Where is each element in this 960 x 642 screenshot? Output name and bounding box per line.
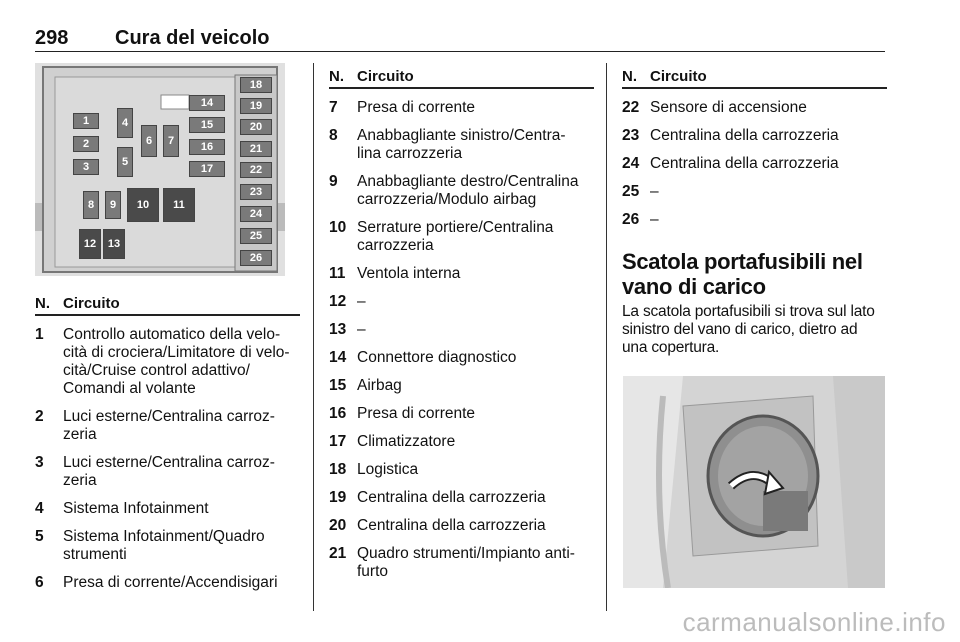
fuse-circuit: – (650, 183, 659, 200)
fuse-slot-label: 17 (189, 161, 225, 177)
fuse-number: 10 (329, 219, 347, 236)
fuse-row (329, 321, 594, 339)
fuse-list-left (35, 326, 300, 592)
fuse-slot-label: 19 (240, 98, 272, 114)
fuse-row (35, 528, 300, 564)
fuse-slot-label: 9 (105, 191, 121, 219)
fuse-row (35, 326, 300, 398)
fuse-row (329, 461, 594, 479)
fuse-row (622, 127, 887, 145)
fuse-number: 20 (329, 517, 347, 534)
fuse-number: 2 (35, 408, 44, 425)
fuse-row (35, 500, 300, 518)
fuse-circuit: Airbag (357, 377, 402, 394)
fuse-circuit: Anabbagliante sinistro/Centra- lina carrozzeria (357, 127, 566, 162)
fuse-box-diagram (35, 63, 285, 276)
fuse-slot-label: 21 (240, 141, 272, 157)
page-header (35, 27, 885, 52)
fuse-row (622, 211, 887, 229)
fuse-row (329, 433, 594, 451)
fuse-row (329, 173, 594, 209)
fuse-slot-label: 22 (240, 162, 272, 178)
fuse-circuit: – (650, 211, 659, 228)
fuse-list-middle (329, 99, 594, 581)
fuse-row (622, 183, 887, 201)
fuse-row (329, 265, 594, 283)
fuse-slot-label: 3 (73, 159, 99, 175)
table-header-left (35, 290, 300, 316)
fuse-circuit: Controllo automatico della velo- cità di crociera/Limitatore di velo- cità/Cruise control adattivo/ Comandi al volante (63, 326, 290, 397)
fuse-slot-label: 12 (79, 229, 101, 259)
fuse-number: 5 (35, 528, 44, 545)
fuse-number: 17 (329, 433, 347, 450)
col-n: N. (622, 68, 637, 85)
fuse-row (329, 517, 594, 535)
fuse-circuit: Luci esterne/Centralina carroz- zeria (63, 408, 275, 443)
fuse-number: 11 (329, 265, 346, 282)
fuse-circuit: Connettore diagnostico (357, 349, 517, 366)
fuse-slot-label: 13 (103, 229, 125, 259)
fuse-circuit: Presa di corrente/Accendisigari (63, 574, 278, 591)
fuse-circuit: Quadro strumenti/Impianto anti- furto (357, 545, 575, 580)
fuse-row (35, 454, 300, 490)
fuse-slot-label: 8 (83, 191, 99, 219)
fuse-number: 8 (329, 127, 338, 144)
page-title: Cura del veicolo (115, 27, 270, 49)
fuse-circuit: Sensore di accensione (650, 99, 807, 116)
section-text: La scatola portafusibili si trova sul lato sinistro del vano di carico, dietro ad una copertura. (622, 303, 875, 356)
column-middle (329, 63, 594, 581)
column-divider-1 (313, 63, 314, 611)
fuse-number: 6 (35, 574, 44, 591)
fuse-row (329, 545, 594, 581)
fuse-circuit: Centralina della carrozzeria (357, 517, 546, 534)
col-circuit: Circuito (650, 68, 707, 85)
fuse-number: 15 (329, 377, 347, 394)
fuse-row (329, 349, 594, 367)
fuse-row (329, 219, 594, 255)
fuse-row (329, 377, 594, 395)
fuse-slot-label: 6 (141, 125, 157, 157)
fuse-slot-label: 15 (189, 117, 225, 133)
fuse-number: 19 (329, 489, 347, 506)
fuse-number: 4 (35, 500, 44, 517)
fuse-circuit: Sistema Infotainment/Quadro strumenti (63, 528, 265, 563)
fuse-circuit: Presa di corrente (357, 405, 476, 422)
section-heading: Scatola portafusibili nel vano di carico (622, 249, 863, 299)
fuse-number: 26 (622, 211, 640, 228)
fuse-row (622, 99, 887, 117)
fuse-circuit: Logistica (357, 461, 419, 478)
fuse-row (329, 293, 594, 311)
fuse-slot-label: 2 (73, 136, 99, 152)
fuse-circuit: Climatizzatore (357, 433, 456, 450)
fuse-circuit: Serrature portiere/Centralina carrozzeria (357, 219, 554, 254)
cargo-fuse-box-photo (623, 376, 885, 588)
table-header-right (622, 63, 887, 89)
fuse-circuit: Ventola interna (357, 265, 461, 282)
fuse-number: 9 (329, 173, 338, 190)
table-header-middle (329, 63, 594, 89)
fuse-slot-label: 25 (240, 228, 272, 244)
col-n: N. (35, 295, 50, 312)
fuse-row (329, 99, 594, 117)
column-right (622, 63, 887, 357)
fuse-slot-label: 26 (240, 250, 272, 266)
fuse-circuit: Centralina della carrozzeria (650, 155, 839, 172)
fuse-circuit: – (357, 293, 366, 310)
fuse-circuit: Anabbagliante destro/Centralina carrozzeria/Modulo airbag (357, 173, 579, 208)
fuse-row (35, 408, 300, 444)
fuse-row (329, 405, 594, 423)
fuse-number: 25 (622, 183, 640, 200)
fuse-number: 13 (329, 321, 347, 338)
fuse-slot-label: 4 (117, 108, 133, 138)
fuse-row (329, 489, 594, 507)
fuse-circuit: Luci esterne/Centralina carroz- zeria (63, 454, 275, 489)
fuse-circuit: Presa di corrente (357, 99, 476, 116)
cargo-area-illustration (623, 376, 885, 588)
fuse-number: 18 (329, 461, 347, 478)
fuse-slot-label: 7 (163, 125, 179, 157)
column-divider-2 (606, 63, 607, 611)
fuse-number: 22 (622, 99, 640, 116)
fuse-slot-label: 16 (189, 139, 225, 155)
fuse-slot-label: 18 (240, 77, 272, 93)
fuse-number: 24 (622, 155, 640, 172)
fuse-slot-label: 20 (240, 119, 272, 135)
col-circuit: Circuito (357, 68, 414, 85)
fuse-circuit: Centralina della carrozzeria (650, 127, 839, 144)
fuse-slot-label: 5 (117, 147, 133, 177)
fuse-circuit: Sistema Infotainment (63, 500, 209, 517)
fuse-row (35, 574, 300, 592)
fuse-slot-label: 24 (240, 206, 272, 222)
col-circuit: Circuito (63, 295, 120, 312)
fuse-number: 16 (329, 405, 347, 422)
fuse-number: 14 (329, 349, 347, 366)
fuse-list-right (622, 99, 887, 229)
fuse-number: 3 (35, 454, 44, 471)
fuse-number: 1 (35, 326, 44, 343)
column-left (35, 290, 300, 592)
fuse-number: 7 (329, 99, 338, 116)
page-number: 298 (35, 27, 69, 49)
fuse-number: 23 (622, 127, 640, 144)
fuse-number: 12 (329, 293, 347, 310)
fuse-row (622, 155, 887, 173)
col-n: N. (329, 68, 344, 85)
watermark: carmanualsonline.info (682, 607, 946, 637)
fuse-row (329, 127, 594, 163)
fuse-slot-label: 23 (240, 184, 272, 200)
fuse-number: 21 (329, 545, 347, 562)
fuse-circuit: – (357, 321, 366, 338)
fuse-slot-label: 10 (127, 188, 159, 222)
fuse-circuit: Centralina della carrozzeria (357, 489, 546, 506)
fuse-slot-label: 14 (189, 95, 225, 111)
fuse-slot-label: 11 (163, 188, 195, 222)
fuse-slot-label: 1 (73, 113, 99, 129)
